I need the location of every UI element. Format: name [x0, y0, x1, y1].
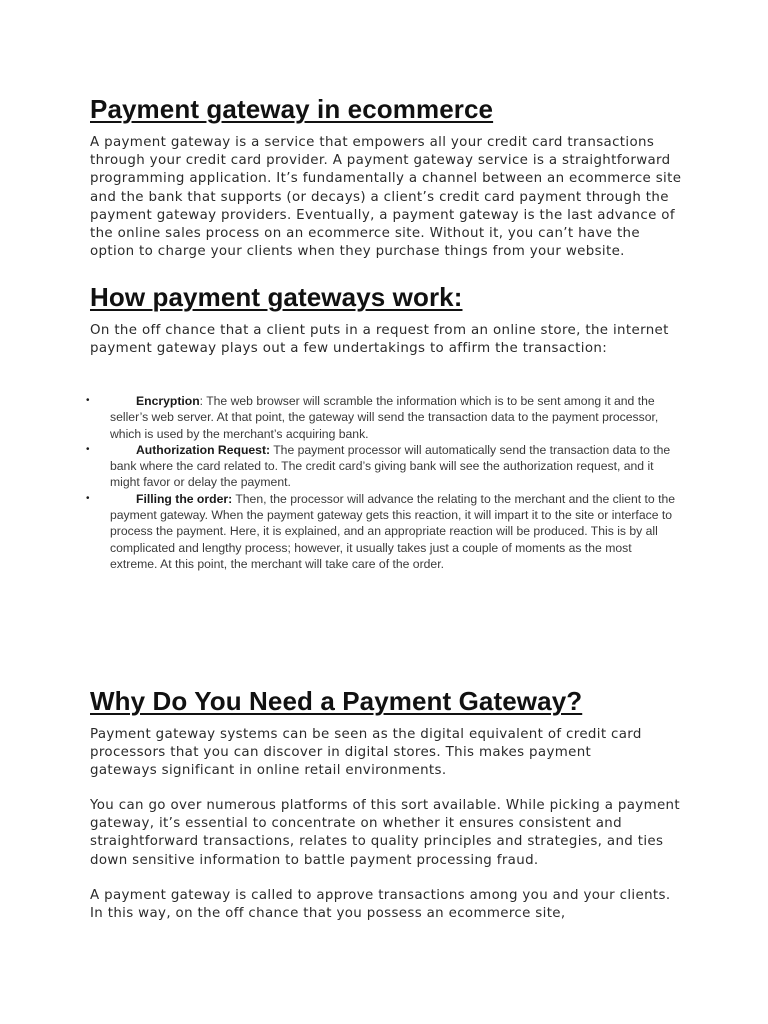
heading-payment-gateway-in-ecommerce: Payment gateway in ecommerce: [90, 94, 494, 124]
list-item: [86, 491, 676, 572]
bullet-term: Filling the order:: [136, 491, 233, 506]
paragraph-why-need-1: Payment gateway systems can be seen as the digital equivalent of credit card processors that you can discover in digital stores. This makes payment gateways significant in online retail environments.: [90, 727, 642, 779]
bullet-term: Encryption: [136, 394, 200, 408]
paragraph-why-need-2: You can go over numerous platforms of this sort available. While picking a payment gateway, it’s essential to concentrate on whether it ensures consistent and straightforward transactions, relates to quality principles and strategies, and ties down sensitive information to battle payment processing fraud.: [90, 798, 680, 868]
paragraph-payment-gateway-intro: A payment gateway is a service that empowers all your credit card transactions through your credit card provider. A payment gateway service is a straightforward programming application. It’s fundamentally a channel between an ecommerce site and the bank that supports (or decays) a client’s credit card payment through the payment gateway providers. Eventually, a payment gateway is the last advance of the online sales process on an ecommerce site. Without it, you can’t have the option to charge your clients when they purchase things from your website.: [90, 135, 682, 260]
paragraph-how-it-works-intro: On the off chance that a client puts in a request from an online store, the internet payment gateway plays out a few undertakings to affirm the transaction:: [90, 323, 669, 357]
heading-how-payment-gateways-work: How payment gateways work:: [90, 282, 463, 312]
list-item: [86, 393, 676, 442]
bullet-icon: •: [86, 395, 90, 406]
bullet-text: The payment processor will automatically send the transaction data to the bank where the card related to. The credit card’s giving bank will see the authorization request, and it might favor or delay the payment.: [110, 442, 671, 490]
list-item: [86, 442, 676, 491]
heading-why-do-you-need-a-payment-gateway: Why Do You Need a Payment Gateway?: [90, 686, 583, 716]
bullet-text: : The web browser will scramble the information which is to be sent among it and the seller’s web server. At that point, the gateway will send the transaction data to the payment processor, which is used by the merchant’s acquiring bank.: [110, 394, 659, 441]
bullet-icon: •: [86, 443, 90, 455]
bullet-list-steps: [86, 393, 676, 572]
bullet-term: Authorization Request:: [136, 442, 271, 457]
paragraph-why-need-3: A payment gateway is called to approve transactions among you and your clients. In this way, on the off chance that you possess an ecommerce site,: [90, 888, 671, 922]
bullet-text: Then, the processor will advance the relating to the merchant and the client to the payment gateway. When the payment gateway gets this reaction, it will impart it to the site or interface to process the payment. Here, it is explained, and an appropriate reaction will be produced. This is by all complicated and lengthy process; however, it usually takes just a couple of moments as the most extreme. At this point, the merchant will take care of the order.: [110, 491, 676, 571]
bullet-icon: •: [86, 492, 90, 504]
